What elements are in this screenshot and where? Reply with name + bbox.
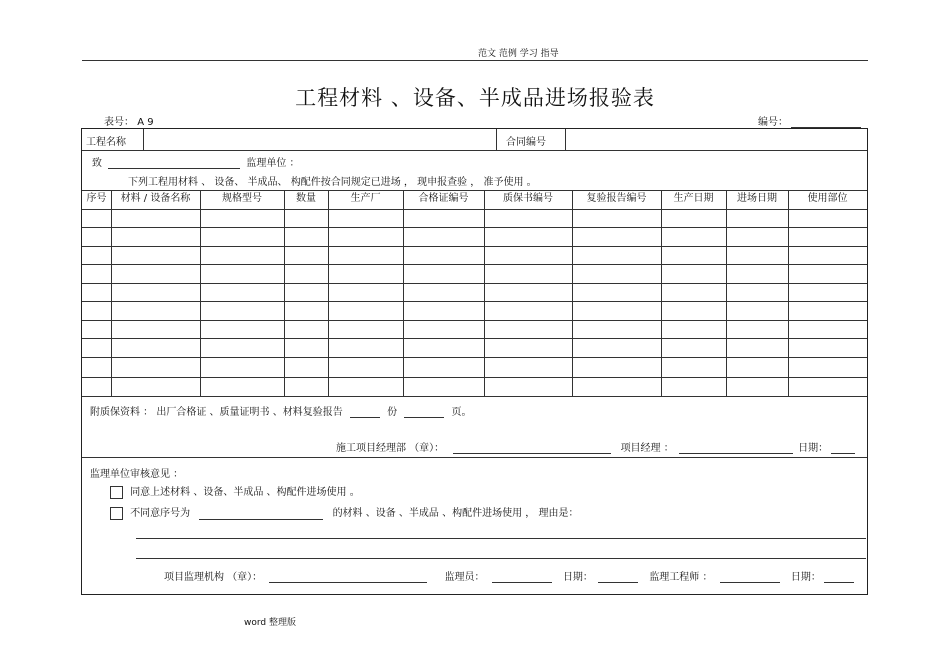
engineer-date-label: 日期： bbox=[790, 572, 821, 583]
header-note: 范文 范例 学习 指导 bbox=[478, 49, 559, 59]
inspection-form bbox=[81, 128, 868, 595]
header-quantity: 数量 bbox=[296, 193, 316, 204]
table-row bbox=[82, 227, 867, 228]
header-usage-location: 使用部位 bbox=[807, 193, 848, 204]
contract-number-field[interactable] bbox=[566, 130, 866, 149]
agree-checkbox[interactable] bbox=[110, 486, 123, 499]
supervisor-field[interactable] bbox=[492, 572, 552, 583]
pages-unit: 页。 bbox=[451, 407, 472, 418]
to-prefix: 致 bbox=[92, 158, 102, 169]
reason-line[interactable] bbox=[136, 558, 866, 559]
footer-note: word 整理版 bbox=[244, 618, 296, 628]
disagree-seq-field[interactable] bbox=[199, 509, 323, 520]
form-number bbox=[104, 113, 154, 128]
header-warranty-no: 质保书编号 bbox=[503, 193, 553, 204]
agree-option bbox=[110, 483, 360, 499]
divider bbox=[82, 396, 867, 397]
column-line bbox=[111, 190, 112, 396]
review-title: 监理单位审核意见 ： bbox=[90, 469, 184, 480]
header-seq: 序号 bbox=[86, 193, 107, 204]
project-name-label: 工程名称 bbox=[86, 137, 126, 148]
engineer-date-field[interactable] bbox=[824, 572, 854, 583]
divider bbox=[82, 150, 867, 151]
disagree-suffix: 的材料 、设备 、半成品 、构配件进场使用 ， 理由是： bbox=[332, 508, 579, 519]
project-name-field[interactable] bbox=[144, 130, 495, 149]
divider bbox=[496, 129, 497, 150]
supervisor-label: 监理员： bbox=[444, 572, 485, 583]
copies-unit: 份 bbox=[387, 407, 398, 418]
to-suffix: 监理单位 ： bbox=[246, 158, 300, 169]
column-line bbox=[200, 190, 201, 396]
divider bbox=[82, 209, 867, 210]
project-manager-field[interactable] bbox=[679, 443, 793, 454]
divider bbox=[82, 457, 867, 458]
header-rule bbox=[82, 60, 868, 61]
table-row bbox=[82, 264, 867, 265]
header-material-name: 材料 / 设备名称 bbox=[120, 193, 191, 204]
column-line bbox=[484, 190, 485, 396]
header-spec: 规格型号 bbox=[222, 193, 262, 204]
table-row bbox=[82, 377, 867, 378]
column-line bbox=[726, 190, 727, 396]
project-manager-label: 项目经理 ： bbox=[620, 443, 674, 454]
disagree-checkbox[interactable] bbox=[110, 507, 123, 520]
form-number-label: 表号： bbox=[104, 117, 134, 128]
table-row bbox=[82, 283, 867, 284]
supervisor-date-label: 日期： bbox=[562, 572, 593, 583]
addressee-line bbox=[92, 154, 300, 169]
attachments-label: 附质保资料 ： 出厂合格证 、质量证明书 、材料复验报告 bbox=[90, 407, 343, 418]
column-line bbox=[328, 190, 329, 396]
header-manufacturer: 生产厂 bbox=[350, 193, 381, 204]
pages-field[interactable] bbox=[404, 407, 444, 418]
engineer-field[interactable] bbox=[720, 572, 780, 583]
supervisor-sign-line bbox=[164, 568, 854, 583]
column-line bbox=[572, 190, 573, 396]
declaration-part: 、 设备、 半成品、 构配件按合同规定已进场 bbox=[201, 177, 401, 188]
attachments-line bbox=[90, 403, 471, 418]
contractor-sign-line bbox=[336, 439, 855, 454]
page-title: 工程材料 、设备、半成品进场报验表 bbox=[295, 86, 655, 110]
contractor-date-field[interactable] bbox=[831, 443, 855, 454]
table-row bbox=[82, 246, 867, 247]
declaration-part: 下列工程用材料 bbox=[128, 177, 198, 188]
contractor-dept-label: 施工项目经理部 （章）： bbox=[336, 443, 445, 454]
contractor-seal-field[interactable] bbox=[453, 443, 611, 454]
header-entry-date: 进场日期 bbox=[737, 193, 777, 204]
column-line bbox=[284, 190, 285, 396]
header-production-date: 生产日期 bbox=[673, 193, 714, 204]
disagree-prefix: 不同意序号为 bbox=[130, 508, 191, 519]
disagree-option bbox=[110, 504, 578, 520]
supervision-seal-field[interactable] bbox=[269, 572, 427, 583]
table-row bbox=[82, 320, 867, 321]
header-retest-report-no: 复验报告编号 bbox=[586, 193, 647, 204]
serial-number-field[interactable] bbox=[791, 117, 861, 128]
column-line bbox=[403, 190, 404, 396]
declaration-part: ， 现申报查验 ， 准予使用 。 bbox=[403, 177, 537, 188]
reason-line[interactable] bbox=[136, 538, 866, 539]
supervision-unit-field[interactable] bbox=[108, 158, 240, 169]
contractor-date-label: 日期： bbox=[798, 443, 829, 454]
serial-number bbox=[758, 113, 861, 128]
table-row bbox=[82, 301, 867, 302]
declaration-text bbox=[128, 173, 537, 188]
copies-field[interactable] bbox=[350, 407, 380, 418]
serial-number-label: 编号： bbox=[758, 117, 788, 128]
table-row bbox=[82, 338, 867, 339]
contract-number-label: 合同编号 bbox=[506, 137, 546, 148]
form-number-value: A 9 bbox=[137, 117, 154, 128]
table-row bbox=[82, 357, 867, 358]
header-certificate-no: 合格证编号 bbox=[418, 193, 469, 204]
engineer-label: 监理工程师 ： bbox=[649, 572, 713, 583]
column-line bbox=[661, 190, 662, 396]
supervision-org-label: 项目监理机构 （章）： bbox=[164, 572, 263, 583]
agree-label: 同意上述材料 、设备、半成品 、构配件进场使用 。 bbox=[130, 487, 360, 498]
column-line bbox=[788, 190, 789, 396]
supervisor-date-field[interactable] bbox=[598, 572, 638, 583]
